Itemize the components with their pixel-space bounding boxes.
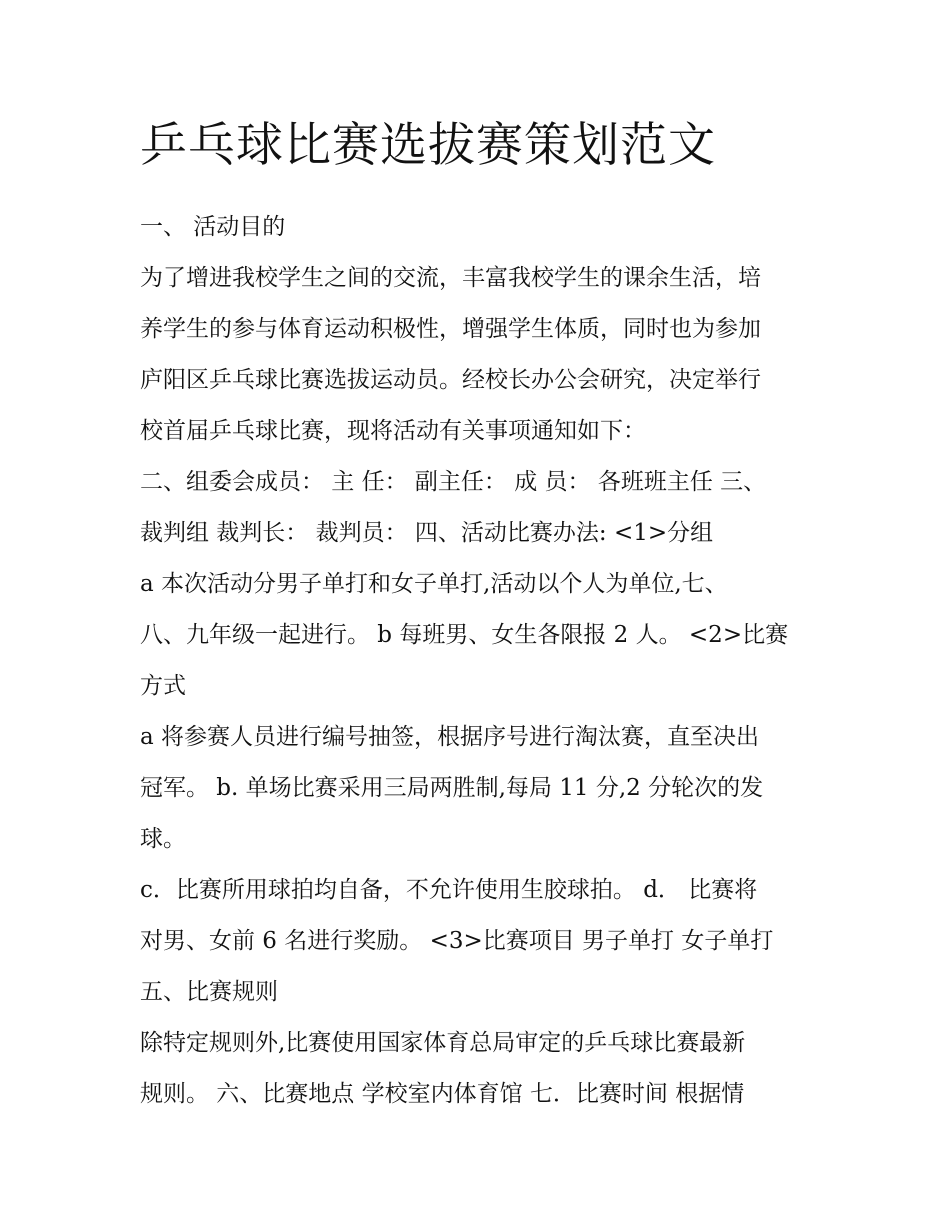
- text-line: 裁判组 裁判长： 裁判员： 四、活动比赛办法: <1>分组: [140, 520, 714, 546]
- text-line: 五、比赛规则: [140, 979, 278, 1005]
- text-line: 为了增进我校学生之间的交流，丰富我校学生的课余生活，培: [140, 265, 761, 291]
- text-line: 方式: [140, 673, 186, 699]
- document-body: [140, 202, 820, 1120]
- text-line: 八、九年级一起进行。 b 每班男、女生各限报 2 人。 <2>比赛: [140, 622, 789, 648]
- text-line: 冠军。 b. 单场比赛采用三局两胜制,每局 11 分,2 分轮次的发: [140, 775, 764, 801]
- text-line: 校首届乒乓球比赛，现将活动有关事项通知如下：: [140, 418, 646, 444]
- text-line: c．比赛所用球拍均自备，不允许使用生胶球拍。 d． 比赛将: [140, 877, 758, 903]
- text-line: 二、组委会成员： 主 任： 副主任： 成 员： 各班班主任 三、: [140, 469, 767, 495]
- text-line: 对男、女前 6 名进行奖励。 <3>比赛项目 男子单打 女子单打: [140, 928, 774, 954]
- text-line: 规则。 六、比赛地点 学校室内体育馆 七．比赛时间 根据情: [140, 1081, 745, 1107]
- text-line: 球。: [140, 826, 186, 852]
- document-page: [140, 112, 820, 1120]
- document-title: 乒乓球比赛选拔赛策划范文: [140, 118, 716, 173]
- text-line: a 将参赛人员进行编号抽签，根据序号进行淘汰赛，直至决出: [140, 724, 760, 750]
- text-line: 一、 活动目的: [140, 214, 286, 240]
- text-line: 庐阳区乒乓球比赛选拔运动员。经校长办公会研究，决定举行: [140, 367, 761, 393]
- text-line: 除特定规则外,比赛使用国家体育总局审定的乒乓球比赛最新: [140, 1030, 746, 1056]
- text-line: a 本次活动分男子单打和女子单打,活动以个人为单位,七、: [140, 571, 728, 597]
- text-line: 养学生的参与体育运动积极性，增强学生体质，同时也为参加: [140, 316, 761, 342]
